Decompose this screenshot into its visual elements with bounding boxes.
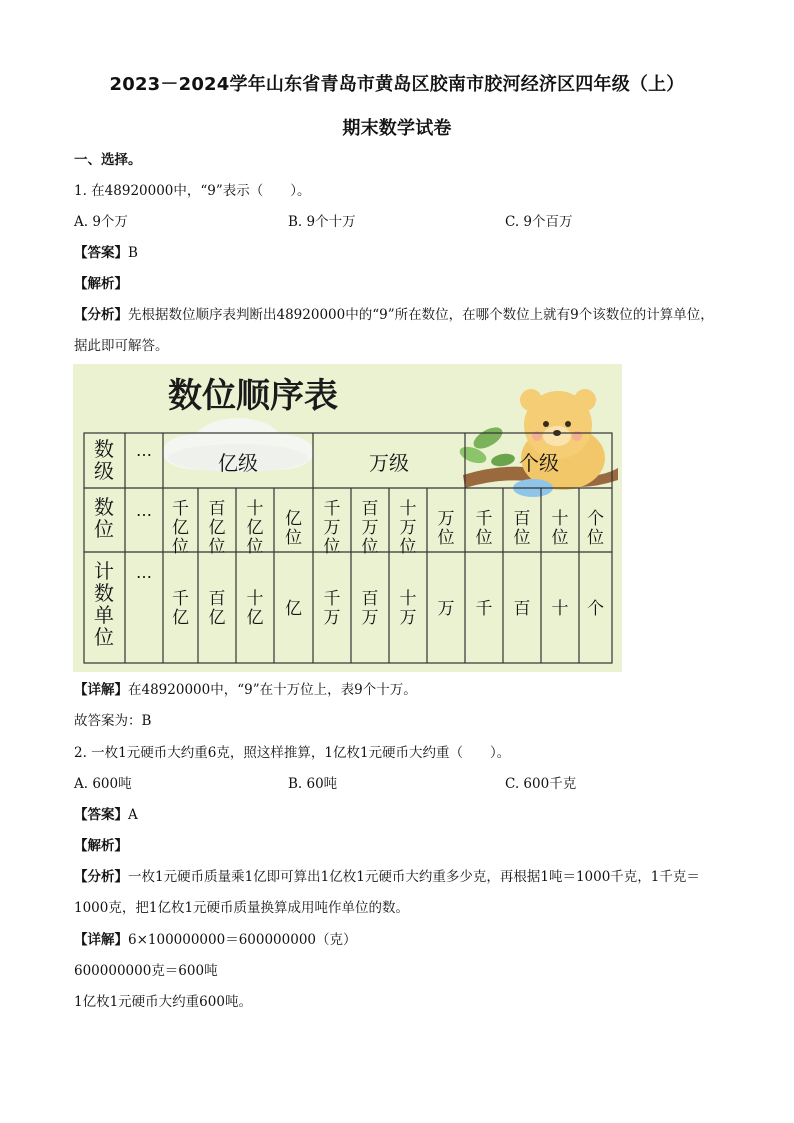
- title-line-1: 2023－2024学年山东省青岛市黄岛区胶南市胶河经济区四年级（上）: [109, 74, 685, 95]
- q1-answer-value: B: [128, 245, 138, 261]
- q1-answer: [74, 244, 138, 262]
- q2-fenxi: [74, 862, 724, 924]
- q1-stem: 1. 在48920000中，“9”表示（ ）。: [74, 183, 311, 199]
- q2-calc-1: 6×100000000＝600000000（克）: [128, 932, 357, 948]
- place-11: 个位: [587, 509, 604, 548]
- unit-7: 万: [437, 599, 455, 619]
- unit-2: 十亿: [246, 589, 264, 628]
- q1-xiangjie-label: 【详解】: [74, 682, 128, 698]
- row-header-unit: 计数单位: [94, 559, 114, 649]
- unit-4: 千万: [323, 589, 341, 628]
- unit-5: 百万: [361, 589, 379, 628]
- level-ge: 个级: [519, 451, 559, 475]
- q1-conclusion: 故答案为：B: [74, 713, 152, 729]
- section-heading: 一、选择。: [74, 152, 142, 168]
- ellipsis-place: …: [136, 501, 152, 520]
- q2-option-a: A. 600吨: [74, 776, 132, 792]
- title-line-2: 期末数学试卷: [342, 118, 452, 139]
- place-0: 千亿位: [172, 499, 189, 557]
- unit-10: 十: [551, 599, 569, 619]
- q1-fenxi-text: 先根据数位顺序表判断出48920000中的“9”所在数位，在哪个数位上就有9个该数位的计算单位，据此即可解答。: [74, 307, 714, 354]
- place-4: 千万位: [323, 499, 341, 557]
- place-6: 十万位: [399, 499, 417, 557]
- q2-option-b: B. 60吨: [288, 776, 338, 792]
- level-wan: 万级: [369, 451, 409, 475]
- q2-fenxi-text: 一枚1元硬币质量乘1亿即可算出1亿枚1元硬币大约重多少克，再根据1吨＝1000千克，1千克＝1000克，把1亿枚1元硬币质量换算成用吨作单位的数。: [74, 869, 700, 916]
- row-header-place: 数位: [94, 495, 114, 541]
- place-10: 十位: [551, 509, 569, 548]
- q2-answer: [74, 806, 138, 824]
- place-5: 百万位: [361, 499, 379, 557]
- place-value-grid: [83, 432, 613, 664]
- unit-0: 千亿: [172, 589, 189, 628]
- q1-option-a: A. 9个万: [74, 214, 128, 230]
- q2-answer-value: A: [128, 807, 138, 823]
- q1-option-b: B. 9个十万: [288, 214, 356, 230]
- q2-analysis-label: 【解析】: [74, 838, 128, 854]
- q2-calc-3: 1亿枚1元硬币大约重600吨。: [74, 994, 252, 1010]
- q2-calc-2: 600000000克＝600吨: [74, 963, 218, 979]
- place-3: 亿位: [285, 509, 302, 548]
- q2-stem: 2. 一枚1元硬币大约重6克，照这样推算，1亿枚1元硬币大约重（ ）。: [74, 745, 511, 761]
- unit-3: 亿: [285, 599, 302, 619]
- q1-analysis-label: 【解析】: [74, 276, 128, 292]
- q1-answer-label: 【答案】: [74, 245, 128, 261]
- q1-xiangjie: [74, 681, 417, 699]
- q2-option-c: C. 600千克: [505, 776, 577, 792]
- level-yi: 亿级: [218, 451, 258, 475]
- q1-option-c: C. 9个百万: [505, 214, 573, 230]
- unit-1: 百亿: [208, 589, 226, 628]
- unit-11: 个: [587, 599, 604, 619]
- table-title: 数位顺序表: [168, 376, 338, 416]
- q2-xiangjie: [74, 931, 357, 949]
- row-header-level: 数级: [94, 437, 114, 483]
- ellipsis-unit: …: [136, 563, 152, 582]
- ellipsis-level: …: [136, 441, 152, 460]
- place-7: 万位: [437, 509, 455, 548]
- q2-xiangjie-label: 【详解】: [74, 932, 128, 948]
- q2-fenxi-label: 【分析】: [74, 869, 128, 885]
- q1-fenxi-label: 【分析】: [74, 307, 128, 323]
- place-2: 十亿位: [246, 499, 264, 557]
- q1-fenxi: [74, 300, 724, 362]
- unit-8: 千: [475, 599, 493, 619]
- q1-xiangjie-text: 在48920000中，“9”在十万位上，表9个十万。: [128, 682, 417, 698]
- unit-9: 百: [513, 599, 531, 619]
- place-value-table-image: [73, 364, 622, 672]
- q2-answer-label: 【答案】: [74, 807, 128, 823]
- place-1: 百亿位: [208, 499, 226, 557]
- unit-6: 十万: [399, 589, 417, 628]
- place-8: 千位: [475, 509, 493, 548]
- place-9: 百位: [513, 509, 531, 548]
